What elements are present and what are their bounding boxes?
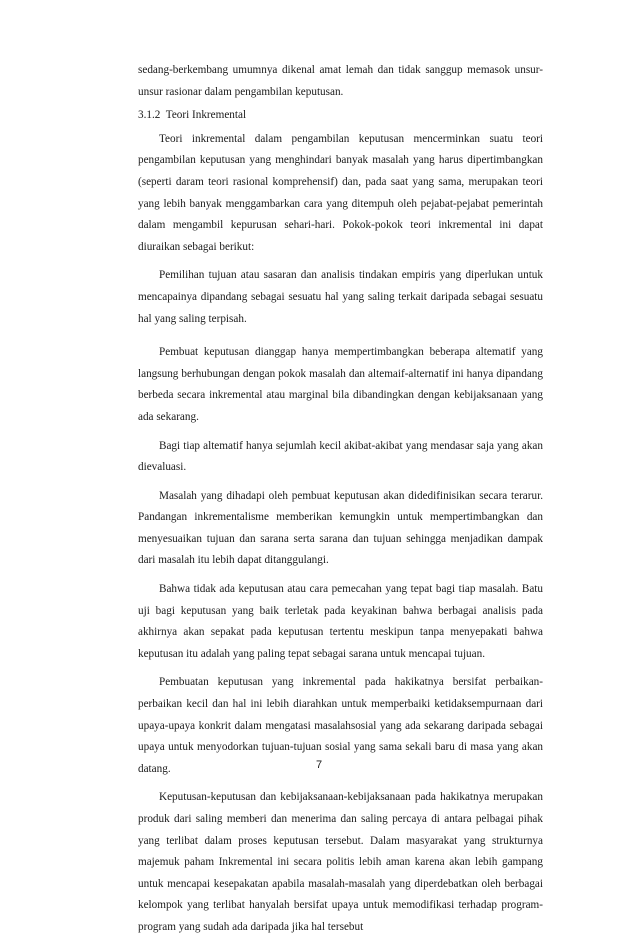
paragraph: Pembuatan keputusan yang inkremental pada hakikatnya bersifat perbaikan-perbaikan kecil dan hal ini lebih diarahkan untuk memperbaiki ketidaksempurnaan dari upaya-upaya konkrit dalam mengatasi masalahsosial yang ada sekarang daripada sebagai upaya untuk menyodorkan tujuan-tujuan sosial yang sama sekali baru di masa yang akan datang. xyxy=(138,676,543,775)
section-heading xyxy=(138,105,543,127)
section-number: 3.1.2 xyxy=(138,109,161,122)
paragraph: Teori inkremental dalam pengambilan keputusan mencerminkan suatu teori pengambilan keputusan yang menghindari banyak masalah yang harus dipertimbangkan (seperti daram teori rasional komprehensif) dan, pada saat yang sama, merupakan teori yang lebih banyak menggambarkan cara yang ditempuh oleh pejabat-pejabat pemerintah dalam mengambil kepurusan sehari-hari. Pokok-pokok teori inkremental ini dapat diuraikan sebagai berikut: xyxy=(138,132,543,253)
paragraph: Keputusan-keputusan dan kebijaksanaan-kebijaksanaan pada hakikatnya merupakan produk dari saling memberi dan menerima dan saling percaya di antara pelbagai pihak yang terlibat dalam proses keputusan tersebut. Dalam masyarakat yang strukturnya majemuk paham Inkremental ini secara politis lebih aman karena akan lebih gampang untuk mencapai kesepakatan apabila masalah-masalah yang diperdebatkan oleh berbagai kelompok yang terlibat hanyalah bersifat upaya untuk memodifikasi terhadap program-program yang sudah ada daripada jika hal tersebut xyxy=(138,791,543,933)
paragraph: Bagi tiap altematif hanya sejumlah kecil akibat-akibat yang mendasar saja yang akan dievaluasi. xyxy=(138,439,543,474)
page-content xyxy=(138,60,543,939)
paragraph: Pemilihan tujuan atau sasaran dan analisis tindakan empiris yang diperlukan untuk mencapainya dipandang sebagai sesuatu hal yang saling terkait daripada sebagai sesuatu hal yang saling terpisah. xyxy=(138,269,543,325)
page-number: 7 xyxy=(315,759,323,771)
section-title: Teori Inkremental xyxy=(165,109,247,122)
paragraph: Bahwa tidak ada keputusan atau cara pemecahan yang tepat bagi tiap masalah. Batu uji bagi keputusan yang baik terletak pada keyakinan bahwa berbagai analisis pada akhirnya akan sepakat pada keputusan tertentu meskipun tanpa menyepakati bahwa keputusan itu adalah yang paling tepat sebagai sarana untuk mencapai tujuan. xyxy=(138,583,543,660)
intro-paragraph: sedang-berkembang umumnya dikenal amat lemah dan tidak sanggup memasok unsur-unsur rasionar dalam pengambilan keputusan. xyxy=(138,64,543,98)
paragraph: Masalah yang dihadapi oleh pembuat keputusan akan didedifinisikan secara terarur. Pandangan inkrementalisme memberikan kemungkin untuk mempertimbangkan dan menyesuaikan tujuan dan sarana serta sarana dan tujuan sehingga menjadikan dampak dari masalah itu lebih dapat ditanggulangi. xyxy=(138,489,543,567)
paragraph: Pembuat keputusan dianggap hanya mempertimbangkan beberapa altematif yang langsung berhubungan dengan pokok masalah dan altemaif-alternatif ini hanya dipandang berbeda secara inkremental atau marginal bila dibandingkan dengan kebijaksanaan yang ada sekarang. xyxy=(138,346,543,423)
